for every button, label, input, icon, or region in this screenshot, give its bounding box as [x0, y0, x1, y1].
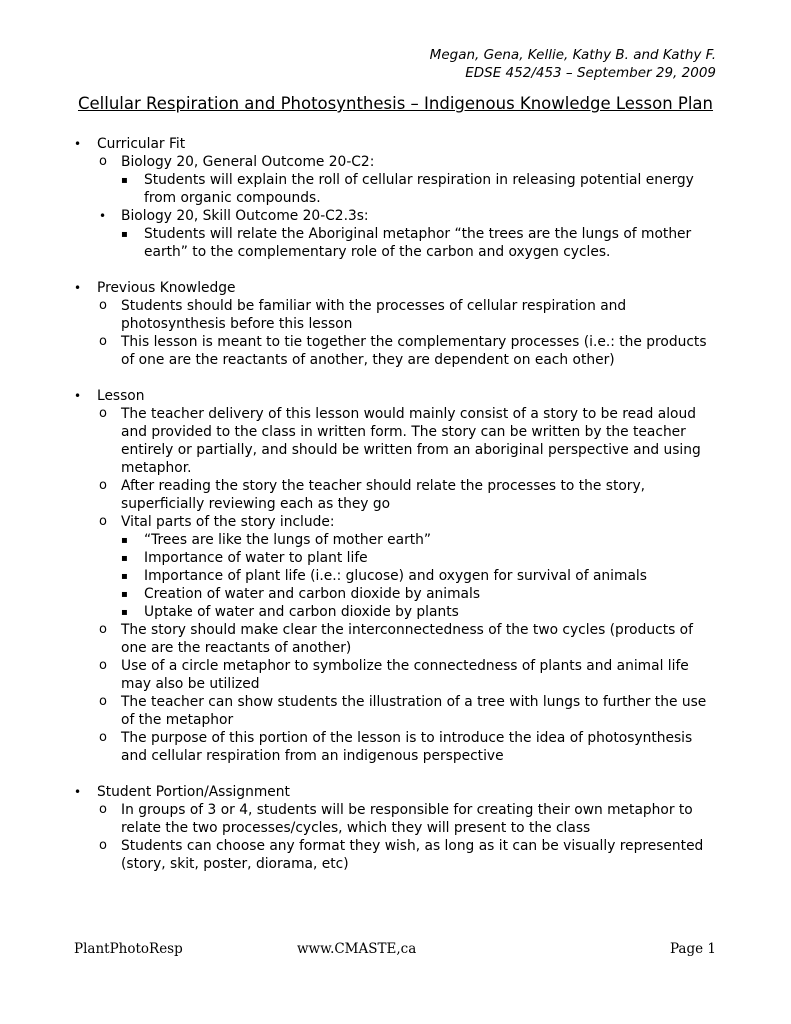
square-bullet-icon: ▪	[121, 589, 128, 600]
square-bullet-icon: ▪	[121, 607, 128, 618]
course-date: EDSE 452/453 – September 29, 2009	[465, 65, 716, 81]
list-item	[0, 549, 791, 567]
list-item-continuation	[0, 639, 791, 657]
document-body	[0, 135, 791, 891]
list-item	[0, 513, 791, 531]
list-text: Biology 20, General Outcome 20-C2:	[121, 154, 375, 170]
list-item-continuation	[0, 315, 791, 333]
list-text: one are the reactants of another)	[121, 640, 352, 656]
list-item	[0, 531, 791, 549]
list-text: Uptake of water and carbon dioxide by plants	[144, 604, 459, 620]
list-item	[0, 585, 791, 603]
bullet-icon: •	[74, 785, 82, 799]
section-heading: Previous Knowledge	[97, 280, 236, 296]
list-text: and cellular respiration from an indigenous perspective	[121, 748, 504, 764]
list-text: In groups of 3 or 4, students will be responsible for creating their own metaphor to	[121, 802, 693, 818]
list-item	[0, 567, 791, 585]
circle-bullet-icon: o	[99, 334, 107, 349]
list-item	[0, 657, 791, 675]
list-item-continuation	[0, 189, 791, 207]
square-bullet-icon: ▪	[121, 535, 128, 546]
section-lesson	[0, 387, 791, 765]
list-item-continuation	[0, 441, 791, 459]
list-text: “Trees are like the lungs of mother earth”	[144, 532, 432, 548]
list-item-continuation	[0, 819, 791, 837]
section-student-portion	[0, 783, 791, 873]
section-heading: Lesson	[97, 388, 145, 404]
list-item-continuation	[0, 675, 791, 693]
list-text: Importance of water to plant life	[144, 550, 368, 566]
circle-bullet-icon: o	[99, 730, 107, 745]
list-item-continuation	[0, 495, 791, 513]
list-item-continuation	[0, 423, 791, 441]
square-bullet-icon: ▪	[121, 229, 128, 240]
circle-bullet-icon: o	[99, 154, 107, 169]
authors: Megan, Gena, Kellie, Kathy B. and Kathy F.	[429, 47, 716, 63]
list-text: The story should make clear the interconnectedness of the two cycles (products of	[121, 622, 693, 638]
list-text: The purpose of this portion of the lesson is to introduce the idea of photosynthesis	[121, 730, 693, 746]
list-item	[0, 837, 791, 855]
bullet-icon: •	[74, 389, 82, 403]
list-item	[0, 405, 791, 423]
list-text: Students should be familiar with the processes of cellular respiration and	[121, 298, 627, 314]
list-text: from organic compounds.	[144, 190, 321, 206]
circle-bullet-icon: o	[99, 838, 107, 853]
square-bullet-icon: ▪	[121, 553, 128, 564]
list-item	[0, 729, 791, 747]
list-text: earth” to the complementary role of the carbon and oxygen cycles.	[144, 244, 611, 260]
list-item	[0, 207, 791, 225]
circle-bullet-icon: o	[99, 406, 107, 421]
list-text: Biology 20, Skill Outcome 20-C2.3s:	[121, 208, 369, 224]
circle-bullet-icon: o	[99, 298, 107, 313]
list-text: entirely or partially, and should be written from an aboriginal perspective and using	[121, 442, 701, 458]
list-item-continuation	[0, 711, 791, 729]
list-text: of the metaphor	[121, 712, 234, 728]
list-text: relate the two processes/cycles, which they will present to the class	[121, 820, 591, 836]
list-text: Students can choose any format they wish, as long as it can be visually represented	[121, 838, 704, 854]
footer-document-name: PlantPhotoResp	[74, 941, 183, 957]
list-item	[0, 171, 791, 189]
bullet-icon: •	[99, 209, 107, 223]
list-text: Students will relate the Aboriginal metaphor “the trees are the lungs of mother	[144, 226, 692, 242]
list-item	[0, 333, 791, 351]
bullet-icon: •	[74, 281, 82, 295]
list-item	[0, 801, 791, 819]
section-heading: Curricular Fit	[97, 136, 186, 152]
author-block	[430, 46, 716, 82]
list-text: The teacher can show students the illustration of a tree with lungs to further the use	[121, 694, 707, 710]
list-item-continuation	[0, 747, 791, 765]
list-text: Students will explain the roll of cellular respiration in releasing potential energy	[144, 172, 694, 188]
list-item	[0, 135, 791, 153]
circle-bullet-icon: o	[99, 622, 107, 637]
list-text: metaphor.	[121, 460, 192, 476]
list-text: and provided to the class in written form. The story can be written by the teacher	[121, 424, 686, 440]
page-title: Cellular Respiration and Photosynthesis – Indigenous Knowledge Lesson Plan	[77, 94, 714, 113]
list-item	[0, 621, 791, 639]
list-item-continuation	[0, 459, 791, 477]
footer-page-number: Page 1	[669, 941, 716, 957]
list-item	[0, 225, 791, 243]
list-text: After reading the story the teacher should relate the processes to the story,	[121, 478, 646, 494]
circle-bullet-icon: o	[99, 658, 107, 673]
list-text: Use of a circle metaphor to symbolize the connectedness of plants and animal life	[121, 658, 689, 674]
list-text: This lesson is meant to tie together the complementary processes (i.e.: the products	[121, 334, 707, 350]
section-previous-knowledge	[0, 279, 791, 369]
circle-bullet-icon: o	[99, 478, 107, 493]
bullet-icon: •	[74, 137, 82, 151]
list-item	[0, 693, 791, 711]
list-text: of one are the reactants of another, they are dependent on each other)	[121, 352, 615, 368]
list-text: may also be utilized	[121, 676, 260, 692]
list-item-continuation	[0, 243, 791, 261]
list-text: Vital parts of the story include:	[121, 514, 335, 530]
list-item	[0, 603, 791, 621]
circle-bullet-icon: o	[99, 694, 107, 709]
square-bullet-icon: ▪	[121, 175, 128, 186]
list-item	[0, 279, 791, 297]
list-text: photosynthesis before this lesson	[121, 316, 353, 332]
list-item	[0, 153, 791, 171]
list-item	[0, 783, 791, 801]
list-item	[0, 387, 791, 405]
list-text: The teacher delivery of this lesson would mainly consist of a story to be read aloud	[121, 406, 696, 422]
footer-website: www.CMASTE,ca	[297, 941, 417, 957]
list-item	[0, 477, 791, 495]
section-heading: Student Portion/Assignment	[97, 784, 290, 800]
list-item	[0, 297, 791, 315]
square-bullet-icon: ▪	[121, 571, 128, 582]
list-text: (story, skit, poster, diorama, etc)	[121, 856, 349, 872]
circle-bullet-icon: o	[99, 514, 107, 529]
list-text: Creation of water and carbon dioxide by animals	[144, 586, 481, 602]
list-item-continuation	[0, 351, 791, 369]
list-text: Importance of plant life (i.e.: glucose) and oxygen for survival of animals	[144, 568, 647, 584]
list-item-continuation	[0, 855, 791, 873]
list-text: superficially reviewing each as they go	[121, 496, 391, 512]
section-curricular-fit	[0, 135, 791, 261]
circle-bullet-icon: o	[99, 802, 107, 817]
